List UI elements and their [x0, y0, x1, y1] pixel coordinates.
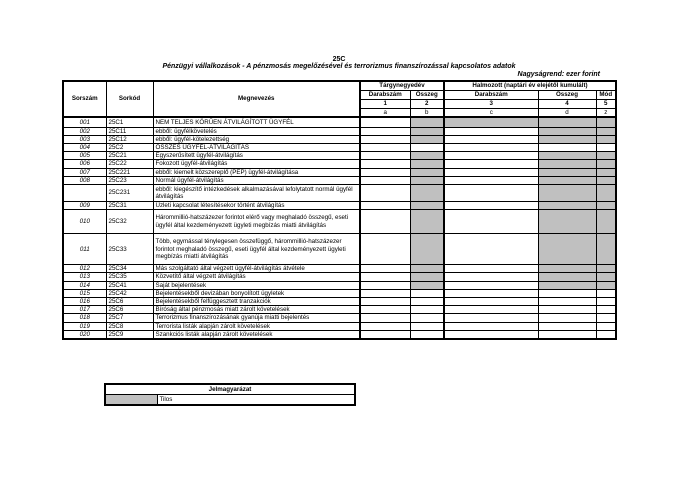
header-megnevezes: Megnevezés [153, 81, 360, 117]
value-cell[interactable] [360, 127, 410, 135]
row-code: 25C9 [106, 330, 153, 339]
row-number: 011 [63, 234, 106, 265]
col-num: 2 [410, 99, 444, 108]
row-number: 010 [63, 210, 106, 234]
value-cell[interactable] [596, 160, 616, 168]
legend-label: Tilos [157, 395, 355, 406]
value-cell[interactable] [444, 314, 538, 322]
value-cell[interactable] [360, 143, 410, 151]
value-cell[interactable] [596, 306, 616, 314]
row-name: ebből: kiemelt közszereplő (PEP) ügyfél-átvilágítása [153, 168, 360, 176]
value-cell[interactable] [444, 273, 538, 281]
row-code: 25C6 [106, 297, 153, 305]
value-cell[interactable] [596, 201, 616, 209]
value-cell[interactable] [538, 314, 596, 322]
table-row [63, 330, 616, 339]
value-cell[interactable] [360, 265, 410, 273]
data-table [62, 80, 617, 340]
value-cell[interactable] [360, 289, 410, 297]
row-name: Üzleti kapcsolat létesítésekor történt átvilágítás [153, 201, 360, 209]
header-sorszam: Sorszám [63, 81, 106, 117]
row-number: 016 [63, 297, 106, 305]
table-row [63, 152, 616, 160]
value-cell[interactable] [596, 210, 616, 234]
table-row [63, 117, 616, 127]
value-cell[interactable] [596, 234, 616, 265]
table-row [63, 210, 616, 234]
value-cell[interactable] [410, 289, 444, 297]
row-code: 25C42 [106, 289, 153, 297]
row-code: 25C8 [106, 322, 153, 330]
value-cell[interactable] [410, 306, 444, 314]
value-cell[interactable] [360, 184, 410, 201]
value-cell[interactable] [410, 152, 444, 160]
value-cell[interactable] [596, 322, 616, 330]
value-cell[interactable] [538, 168, 596, 176]
row-code: 25C21 [106, 152, 153, 160]
value-cell[interactable] [360, 314, 410, 322]
value-cell[interactable] [360, 273, 410, 281]
table-row [63, 281, 616, 289]
value-cell[interactable] [444, 127, 538, 135]
value-cell[interactable] [596, 117, 616, 127]
row-name: Saját bejelentések [153, 281, 360, 289]
value-cell[interactable] [538, 152, 596, 160]
row-name: ebből: ügyfélkövetelés [153, 127, 360, 135]
value-cell[interactable] [444, 289, 538, 297]
row-name: ebből: kiegészítő intézkedések alkalmazásával lefolytatott normál ügyfél átvilágítás [153, 184, 360, 201]
value-cell[interactable] [410, 201, 444, 209]
table-row [63, 289, 616, 297]
value-cell[interactable] [444, 330, 538, 339]
col-num: 5 [596, 99, 616, 108]
value-cell[interactable] [360, 330, 410, 339]
value-cell[interactable] [596, 168, 616, 176]
value-cell[interactable] [596, 297, 616, 305]
value-cell[interactable] [444, 168, 538, 176]
table-row [63, 314, 616, 322]
value-cell[interactable] [538, 210, 596, 234]
col-letter: c [444, 108, 538, 117]
value-cell[interactable] [360, 210, 410, 234]
value-cell[interactable] [360, 176, 410, 184]
value-cell[interactable] [444, 234, 538, 265]
value-cell[interactable] [596, 281, 616, 289]
col-letter: z [596, 108, 616, 117]
header-darabszam-2: Darabszám [444, 90, 538, 99]
row-name: Terrorizmus finanszírozásának gyanúja miatti bejelentés [153, 314, 360, 322]
value-cell[interactable] [444, 160, 538, 168]
value-cell[interactable] [410, 265, 444, 273]
row-name: NEM TELJES KÖRŰEN ÁTVILÁGÍTOTT ÜGYFÉL [153, 117, 360, 127]
header-osszeg-2: Összeg [538, 90, 596, 99]
value-cell[interactable] [360, 117, 410, 127]
value-cell[interactable] [596, 127, 616, 135]
value-cell[interactable] [538, 265, 596, 273]
header-mod: Mód [596, 90, 616, 99]
col-num: 3 [444, 99, 538, 108]
row-name: Több, egymással ténylegesen összefüggő, hárommillió-hatszázezer forintot meghaladó összegű, eseti ügyfél által kezdeményezett ügyleti megbízás miatti átvilágítás [153, 234, 360, 265]
table-row [63, 273, 616, 281]
row-code: 25C11 [106, 127, 153, 135]
row-code: 25C31 [106, 201, 153, 209]
value-cell[interactable] [538, 322, 596, 330]
row-code: 25C41 [106, 281, 153, 289]
value-cell[interactable] [538, 273, 596, 281]
value-cell[interactable] [410, 330, 444, 339]
legend-title: Jelmagyarázat [105, 384, 355, 395]
header-osszeg-1: Összeg [410, 90, 444, 99]
form-code: 25C [332, 56, 346, 63]
row-number: 003 [63, 135, 106, 143]
header-darabszam-1: Darabszám [360, 90, 410, 99]
unit-note: Nagyságrend: ezer forint [517, 71, 600, 78]
value-cell[interactable] [538, 289, 596, 297]
header-targynegyedev: Tárgynegyedév [360, 81, 444, 90]
value-cell[interactable] [596, 273, 616, 281]
row-number: 001 [63, 117, 106, 127]
value-cell[interactable] [410, 273, 444, 281]
value-cell[interactable] [538, 117, 596, 127]
value-cell[interactable] [410, 210, 444, 234]
value-cell[interactable] [444, 210, 538, 234]
row-number: 014 [63, 281, 106, 289]
row-code: 25C23 [106, 176, 153, 184]
value-cell[interactable] [444, 184, 538, 201]
value-cell[interactable] [360, 201, 410, 209]
value-cell[interactable] [360, 152, 410, 160]
value-cell[interactable] [410, 168, 444, 176]
table-row [63, 265, 616, 273]
table-row [63, 306, 616, 314]
row-number: 015 [63, 289, 106, 297]
value-cell[interactable] [538, 135, 596, 143]
value-cell[interactable] [410, 314, 444, 322]
row-code: 25C231 [106, 184, 153, 201]
row-number: 002 [63, 127, 106, 135]
value-cell[interactable] [596, 143, 616, 151]
value-cell[interactable] [360, 135, 410, 143]
value-cell[interactable] [444, 143, 538, 151]
value-cell[interactable] [410, 127, 444, 135]
value-cell[interactable] [410, 297, 444, 305]
row-code: 25C6 [106, 306, 153, 314]
col-letter: d [538, 108, 596, 117]
value-cell[interactable] [538, 297, 596, 305]
value-cell[interactable] [596, 330, 616, 339]
value-cell[interactable] [538, 201, 596, 209]
value-cell[interactable] [596, 135, 616, 143]
row-number: 005 [63, 152, 106, 160]
value-cell[interactable] [410, 234, 444, 265]
value-cell[interactable] [596, 184, 616, 201]
value-cell[interactable] [360, 234, 410, 265]
value-cell[interactable] [538, 176, 596, 184]
table-row [63, 184, 616, 201]
col-letter: b [410, 108, 444, 117]
row-name: ÖSSZES ÜGYFÉL-ÁTVILÁGÍTÁS [153, 143, 360, 151]
value-cell[interactable] [444, 117, 538, 127]
value-cell[interactable] [360, 322, 410, 330]
row-name: ebből: ügyfél-kötelezettség [153, 135, 360, 143]
value-cell[interactable] [410, 281, 444, 289]
value-cell[interactable] [538, 281, 596, 289]
row-number: 009 [63, 201, 106, 209]
row-number: 012 [63, 265, 106, 273]
row-name: Bejelentésekből devizában bonyolított ügyletek [153, 289, 360, 297]
header-halmozott: Halmozott (naptári év elejétől kumulált) [444, 81, 616, 90]
value-cell[interactable] [538, 160, 596, 168]
row-name: Közvetítő által végzett átvilágítás [153, 273, 360, 281]
row-code: 25C22 [106, 160, 153, 168]
row-number: 004 [63, 143, 106, 151]
value-cell[interactable] [410, 184, 444, 201]
value-cell[interactable] [596, 176, 616, 184]
value-cell[interactable] [410, 176, 444, 184]
value-cell[interactable] [410, 160, 444, 168]
value-cell[interactable] [360, 168, 410, 176]
row-code: 25C2 [106, 143, 153, 151]
value-cell[interactable] [538, 184, 596, 201]
row-name: Bejelentésekből felfüggesztett tranzakciók [153, 297, 360, 305]
row-code: 25C221 [106, 168, 153, 176]
value-cell[interactable] [360, 297, 410, 305]
value-cell[interactable] [538, 234, 596, 265]
header-sorkod: Sorkód [106, 81, 153, 117]
row-code: 25C7 [106, 314, 153, 322]
legend-table [104, 383, 356, 406]
table-row [63, 160, 616, 168]
col-num: 4 [538, 99, 596, 108]
value-cell[interactable] [444, 281, 538, 289]
value-cell[interactable] [444, 306, 538, 314]
value-cell[interactable] [596, 152, 616, 160]
row-number: 006 [63, 160, 106, 168]
row-number: 008 [63, 176, 106, 184]
row-number: 007 [63, 168, 106, 176]
row-name: Bíróság által pénzmosás miatt zárolt követelések [153, 306, 360, 314]
value-cell[interactable] [538, 143, 596, 151]
value-cell[interactable] [444, 135, 538, 143]
row-name: Más szolgáltató által végzett ügyfél-átvilágítás átvétele [153, 265, 360, 273]
table-row [63, 135, 616, 143]
row-number [63, 184, 106, 201]
row-name: Normál ügyfél-átvilágítás [153, 176, 360, 184]
value-cell[interactable] [538, 330, 596, 339]
row-code: 25C1 [106, 117, 153, 127]
form-subtitle: Pénzügyi vállalkozások - A pénzmosás megelőzésével és terrorizmus finanszírozással kapcsolatos adatok [162, 63, 516, 70]
row-name: Szankciós listák alapján zárolt követelések [153, 330, 360, 339]
col-num: 1 [360, 99, 410, 108]
value-cell[interactable] [538, 306, 596, 314]
value-cell[interactable] [596, 314, 616, 322]
value-cell[interactable] [410, 143, 444, 151]
row-name: Hárommillió-hatszázezer forintot elérő vagy meghaladó összegű, eseti ügyfél által kezdeményezett ügyleti megbízás miatti átvilágítás [153, 210, 360, 234]
table-row [63, 297, 616, 305]
table-row [63, 143, 616, 151]
row-name: Terrorista listák alapján zárolt követelések [153, 322, 360, 330]
value-cell[interactable] [444, 201, 538, 209]
table-row [63, 322, 616, 330]
row-code: 25C34 [106, 265, 153, 273]
value-cell[interactable] [360, 306, 410, 314]
table-row [63, 201, 616, 209]
col-letter: a [360, 108, 410, 117]
value-cell[interactable] [444, 297, 538, 305]
value-cell[interactable] [444, 152, 538, 160]
table-row [63, 234, 616, 265]
row-code: 25C12 [106, 135, 153, 143]
row-code: 25C32 [106, 210, 153, 234]
value-cell[interactable] [410, 117, 444, 127]
table-row [63, 168, 616, 176]
row-name: Egyszerűsített ügyfél-átvilágítás [153, 152, 360, 160]
value-cell[interactable] [444, 176, 538, 184]
row-code: 25C35 [106, 273, 153, 281]
value-cell[interactable] [538, 127, 596, 135]
value-cell[interactable] [410, 135, 444, 143]
value-cell[interactable] [596, 289, 616, 297]
value-cell[interactable] [410, 322, 444, 330]
row-number: 013 [63, 273, 106, 281]
row-number: 018 [63, 314, 106, 322]
table-row [63, 176, 616, 184]
value-cell[interactable] [360, 160, 410, 168]
value-cell[interactable] [596, 265, 616, 273]
row-number: 019 [63, 322, 106, 330]
legend-swatch [105, 395, 157, 406]
row-name: Fokozott ügyfél-átvilágítás [153, 160, 360, 168]
table-row [63, 127, 616, 135]
row-number: 017 [63, 306, 106, 314]
row-code: 25C33 [106, 234, 153, 265]
value-cell[interactable] [360, 281, 410, 289]
value-cell[interactable] [444, 265, 538, 273]
value-cell[interactable] [444, 322, 538, 330]
row-number: 020 [63, 330, 106, 339]
